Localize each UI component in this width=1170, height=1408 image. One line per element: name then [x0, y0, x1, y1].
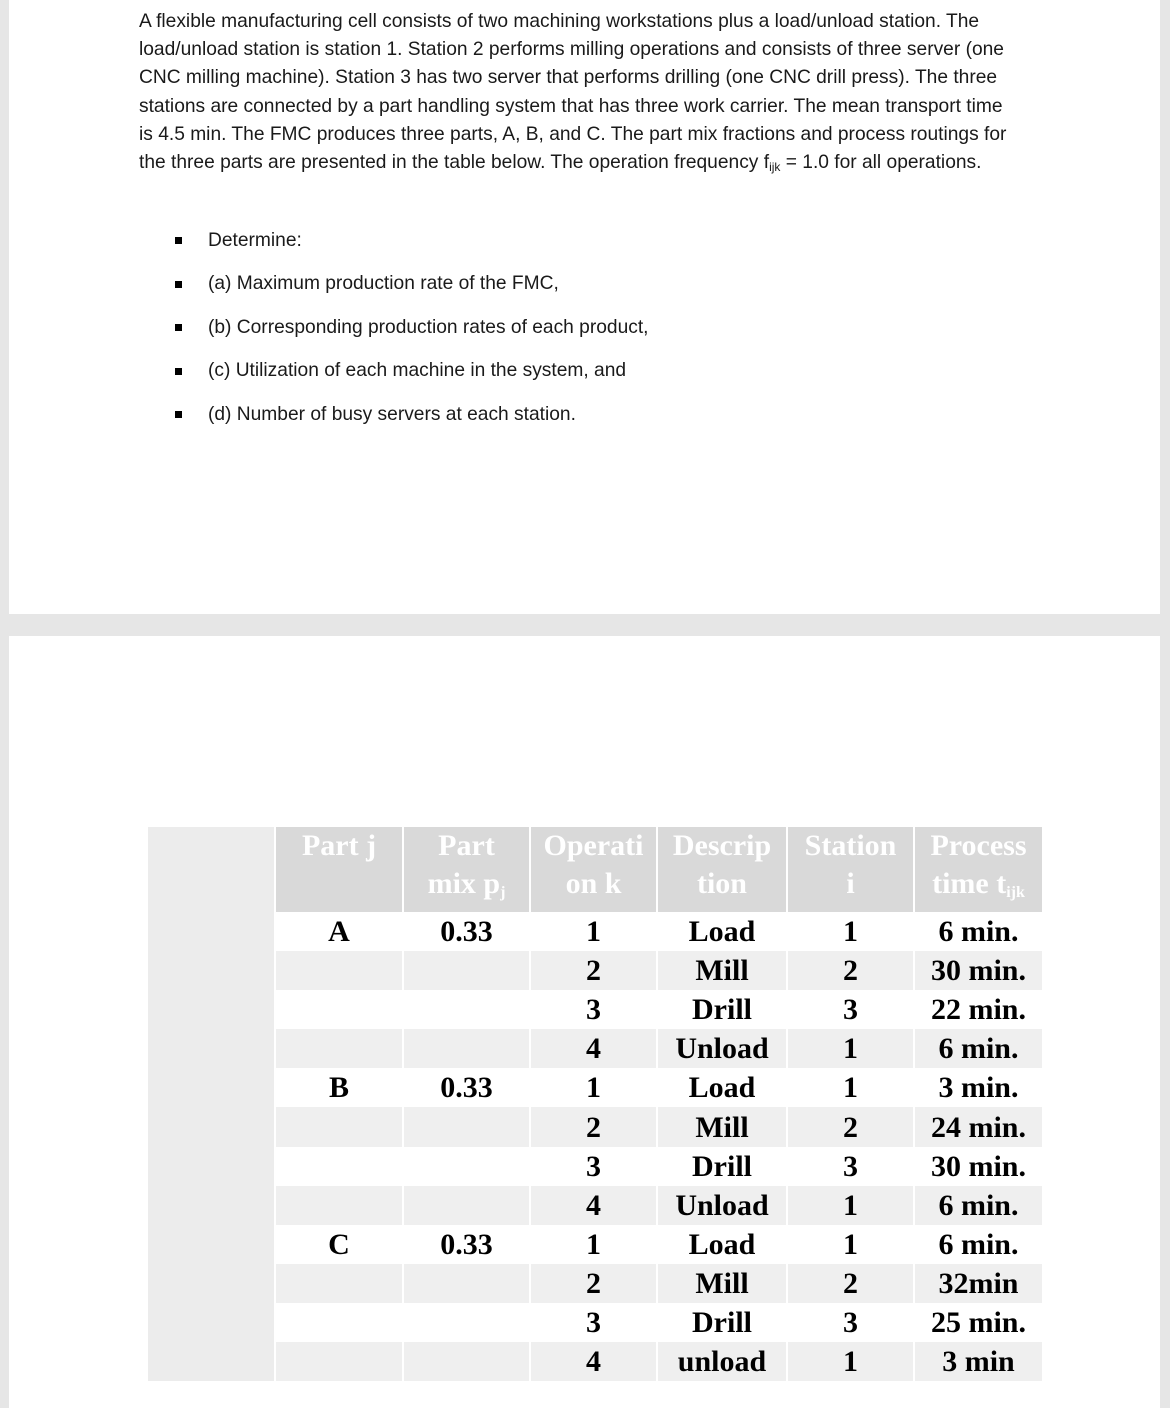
- cell-station: 1: [787, 1225, 914, 1264]
- bullet-icon: [175, 237, 182, 244]
- cell-description: Drill: [657, 1147, 787, 1186]
- cell-station: 2: [787, 951, 914, 990]
- cell-description: Load: [657, 912, 787, 951]
- cell-part: [275, 1107, 403, 1146]
- cell-part: [275, 1303, 403, 1342]
- cell-time: 6 min.: [914, 912, 1042, 951]
- bullet-icon: [175, 281, 182, 288]
- cell-station: 1: [787, 1342, 914, 1381]
- cell-description: Unload: [657, 1029, 787, 1068]
- cell-station: 2: [787, 1264, 914, 1303]
- bullet-icon: [175, 368, 182, 375]
- cell-time: 24 min.: [914, 1107, 1042, 1146]
- task-text: (d) Number of busy servers at each station.: [208, 403, 576, 425]
- cell-operation: 2: [530, 1264, 657, 1303]
- cell-mix: [403, 1107, 530, 1146]
- task-text: (b) Corresponding production rates of each product,: [208, 316, 649, 338]
- cell-station: 1: [787, 912, 914, 951]
- cell-time: 3 min.: [914, 1068, 1042, 1107]
- cell-mix: 0.33: [403, 912, 530, 951]
- cell-part: [275, 1264, 403, 1303]
- cell-part: [275, 990, 403, 1029]
- cell-description: Mill: [657, 1264, 787, 1303]
- cell-mix: [403, 1186, 530, 1225]
- table-row: [148, 1303, 1042, 1342]
- cell-operation: 1: [530, 1225, 657, 1264]
- table-row: [148, 1186, 1042, 1225]
- task-item: [166, 306, 649, 350]
- header-part-mix: Part mix pj: [403, 827, 530, 912]
- cell-part: B: [275, 1068, 403, 1107]
- cell-operation: 1: [530, 1068, 657, 1107]
- header-blank: [148, 827, 275, 912]
- cell-part: A: [275, 912, 403, 951]
- cell-operation: 1: [530, 912, 657, 951]
- table-row: [148, 1225, 1042, 1264]
- problem-statement-end: = 1.0 for all operations.: [780, 152, 982, 174]
- cell-operation: 2: [530, 951, 657, 990]
- task-item: [166, 393, 649, 437]
- header-part: Part j: [275, 827, 403, 912]
- task-item: [166, 350, 649, 394]
- cell-time: 3 min: [914, 1342, 1042, 1381]
- task-item: [166, 263, 649, 307]
- cell-station: 1: [787, 1068, 914, 1107]
- cell-time: 6 min.: [914, 1029, 1042, 1068]
- table-row: [148, 1068, 1042, 1107]
- table-row: [148, 951, 1042, 990]
- cell-part: [275, 1186, 403, 1225]
- cell-station: 3: [787, 990, 914, 1029]
- cell-part: C: [275, 1225, 403, 1264]
- cell-time: 30 min.: [914, 1147, 1042, 1186]
- header-process-time: Process time tijk: [914, 827, 1042, 912]
- problem-statement-text: A flexible manufacturing cell consists of two machining workstations plus a load/unload station. The load/unload station is station 1. Station 2 performs milling operations and consists of three server (one CNC milling machine). Station 3 has two server that performs drilling (one CNC drill press). The three stations are connected by a part handling system that has three work carrier. The mean transport time is 4.5 min. The FMC produces three parts, A, B, and C. The part mix fractions and process routings for the three parts are presented in the table below. The operation frequency f: [139, 11, 1007, 174]
- cell-description: Mill: [657, 1107, 787, 1146]
- header-station: Station i: [787, 827, 914, 912]
- frequency-subscript: ijk: [769, 160, 781, 175]
- cell-time: 32min: [914, 1264, 1042, 1303]
- cell-operation: 2: [530, 1107, 657, 1146]
- cell-station: 1: [787, 1186, 914, 1225]
- cell-mix: [403, 1342, 530, 1381]
- bullet-icon: [175, 411, 182, 418]
- cell-time: 22 min.: [914, 990, 1042, 1029]
- cell-operation: 4: [530, 1342, 657, 1381]
- cell-part: [275, 1029, 403, 1068]
- cell-mix: 0.33: [403, 1068, 530, 1107]
- cell-time: 6 min.: [914, 1225, 1042, 1264]
- cell-description: Unload: [657, 1186, 787, 1225]
- cell-mix: [403, 951, 530, 990]
- cell-operation: 4: [530, 1186, 657, 1225]
- cell-time: 6 min.: [914, 1186, 1042, 1225]
- table-row: [148, 1147, 1042, 1186]
- table-row: [148, 1107, 1042, 1146]
- cell-mix: [403, 1147, 530, 1186]
- cell-operation: 3: [530, 990, 657, 1029]
- cell-mix: [403, 1029, 530, 1068]
- header-operation: Operati on k: [530, 827, 657, 912]
- table-row: [148, 1342, 1042, 1381]
- task-item: [166, 219, 649, 263]
- table-row: [148, 1029, 1042, 1068]
- task-text: (a) Maximum production rate of the FMC,: [208, 273, 559, 295]
- table-row: [148, 912, 1042, 951]
- cell-description: Load: [657, 1068, 787, 1107]
- header-description: Descrip tion: [657, 827, 787, 912]
- cell-part: [275, 1342, 403, 1381]
- table-header-row: [148, 827, 1042, 912]
- cell-description: unload: [657, 1342, 787, 1381]
- cell-station: 2: [787, 1107, 914, 1146]
- bullet-icon: [175, 324, 182, 331]
- cell-station: 3: [787, 1303, 914, 1342]
- cell-mix: [403, 990, 530, 1029]
- cell-part: [275, 1147, 403, 1186]
- cell-description: Drill: [657, 1303, 787, 1342]
- table-row: [148, 1264, 1042, 1303]
- cell-mix: [403, 1264, 530, 1303]
- cell-mix: 0.33: [403, 1225, 530, 1264]
- cell-station: 3: [787, 1147, 914, 1186]
- task-list: [166, 219, 649, 437]
- cell-time: 30 min.: [914, 951, 1042, 990]
- cell-operation: 4: [530, 1029, 657, 1068]
- cell-description: Drill: [657, 990, 787, 1029]
- task-text: Determine:: [208, 229, 302, 251]
- problem-statement: [139, 8, 1019, 181]
- cell-description: Mill: [657, 951, 787, 990]
- cell-time: 25 min.: [914, 1303, 1042, 1342]
- cell-station: 1: [787, 1029, 914, 1068]
- cell-mix: [403, 1303, 530, 1342]
- cell-description: Load: [657, 1225, 787, 1264]
- cell-part: [275, 951, 403, 990]
- cell-operation: 3: [530, 1303, 657, 1342]
- task-text: (c) Utilization of each machine in the system, and: [208, 360, 627, 382]
- table-row: [148, 990, 1042, 1029]
- process-routing-table: [148, 827, 1042, 1381]
- cell-operation: 3: [530, 1147, 657, 1186]
